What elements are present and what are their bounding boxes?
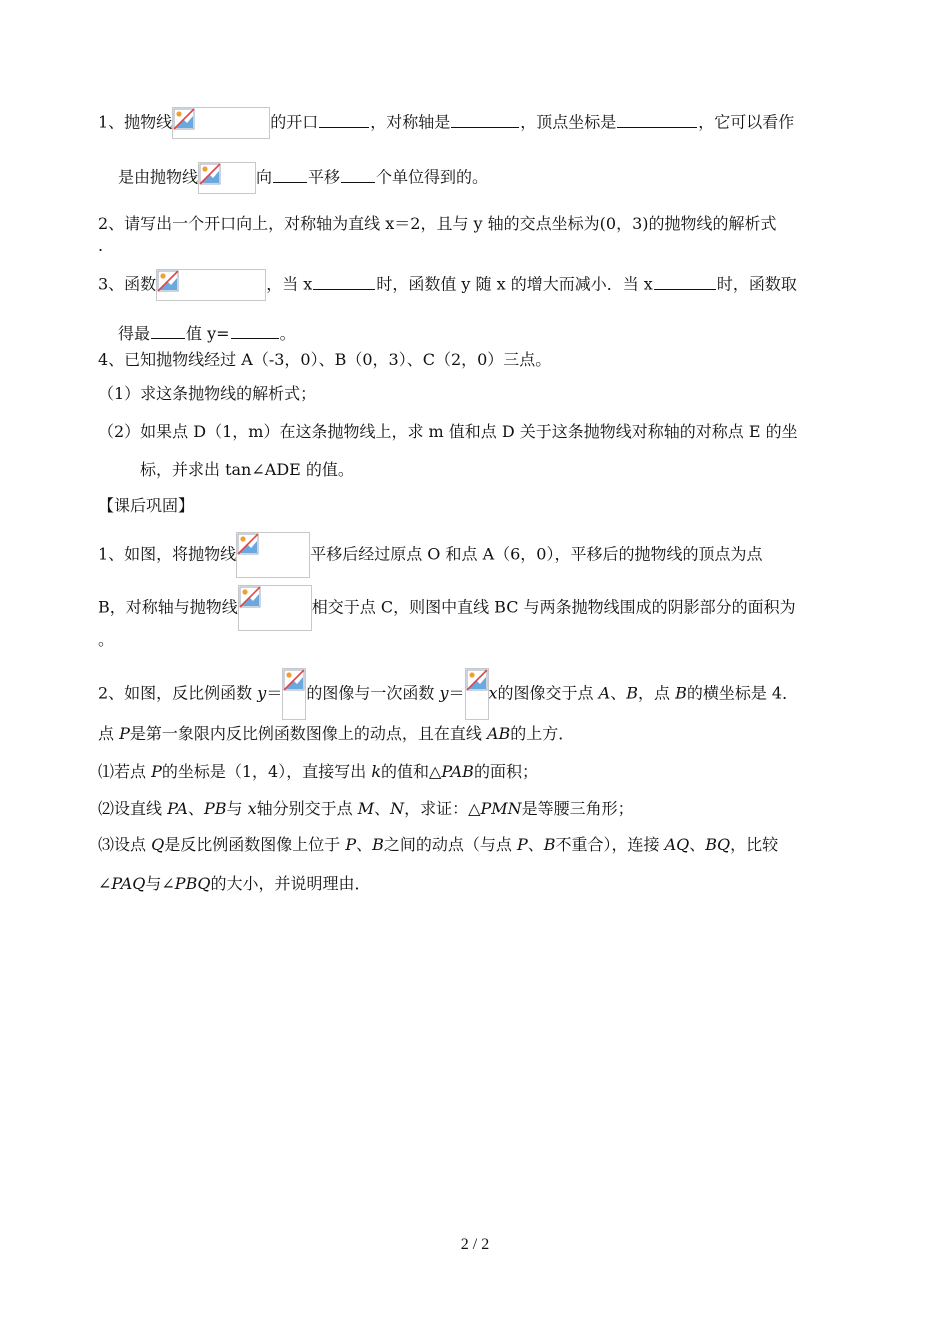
q3-text: 时，函数值 y 随 x 的增大而减小．当 x [376, 274, 653, 294]
answer-blank[interactable] [654, 273, 716, 290]
q3-text: 。 [279, 324, 296, 343]
formula-image [198, 162, 256, 194]
h1-line2 [98, 585, 796, 631]
q4-part2-line2: 标，并求出 tan∠ADE 的值。 [140, 460, 354, 479]
page-number: 2 / 2 [460, 1236, 490, 1253]
answer-blank[interactable] [273, 166, 307, 183]
answer-blank[interactable] [319, 111, 369, 128]
h2-sub1: ⑴若点 P的坐标是（1，4），直接写出 k的值和△PAB的面积； [98, 762, 538, 781]
q2-end: . [98, 236, 104, 255]
formula-image [156, 269, 266, 301]
q2-text: 2、请写出一个开口向上，对称轴为直线 x＝2，且与 y 轴的交点坐标为(0，3)的抛物线的解析式 [98, 214, 777, 233]
q3-line2 [118, 322, 296, 346]
h1-text: 相交于点 C，则图中直线 BC 与两条抛物线围成的阴影部分的面积为 [311, 597, 796, 617]
q1-text: 1、抛物线 [98, 112, 173, 132]
h1-text: B，对称轴与抛物线 [98, 597, 238, 617]
fraction-image [465, 668, 489, 720]
q2-line [98, 212, 777, 236]
broken-image-icon [466, 669, 488, 691]
q3-text: 3、函数 [98, 274, 157, 294]
q4-part1: （1）求这条抛物线的解析式； [98, 384, 317, 403]
h2-sub3-line2: ∠PAQ与∠PBQ的大小，并说明理由． [98, 874, 371, 893]
answer-blank[interactable] [151, 322, 185, 339]
q4-part2-line1: （2）如果点 D（1，m）在这条抛物线上，求 m 值和点 D 关于这条抛物线对称轴的对称点 E 的坐 [98, 422, 798, 441]
q1-text: ，顶点坐标是 [520, 112, 617, 132]
h2-line2: 点 P是第一象限内反比例函数图像上的动点，且在直线 AB的上方． [98, 724, 575, 743]
formula-image [238, 585, 312, 631]
h2-sub3-line1: ⑶设点 Q是反比例函数图像上位于 P、B之间的动点（与点 P、B不重合），连接 AQ、BQ，比较 [98, 835, 779, 854]
q1-text: 向 [256, 167, 273, 187]
fraction-image [282, 668, 306, 720]
q1-text: ，它可以看作 [698, 112, 795, 132]
q1-text: 的开口 [270, 112, 319, 132]
q1-text: ，对称轴是 [370, 112, 451, 132]
h1-end: 。 [98, 630, 115, 649]
q3-text: 值 y= [186, 324, 230, 343]
h2-sub2: ⑵设直线 PA、PB与 x轴分别交于点 M、N，求证：△PMN是等腰三角形； [98, 799, 634, 818]
q1-text: 是由抛物线 [118, 167, 199, 187]
formula-image [236, 532, 310, 578]
q3-text: 得最 [118, 324, 151, 343]
q1-text: 平移 [308, 167, 341, 187]
q1-text: 个单位得到的。 [376, 167, 489, 187]
h1-line1 [98, 532, 762, 578]
broken-image-icon [173, 108, 195, 130]
h1-text: 1、如图，将抛物线 [98, 544, 237, 564]
answer-blank[interactable] [451, 111, 519, 128]
q1-line2 [118, 162, 488, 194]
broken-image-icon [239, 586, 261, 608]
q3-text: ，当 x [266, 274, 313, 294]
q1-line1 [98, 107, 794, 139]
section-heading: 【课后巩固】 [98, 496, 195, 515]
answer-blank[interactable] [313, 273, 375, 290]
broken-image-icon [283, 669, 305, 691]
formula-image [172, 107, 270, 139]
answer-blank[interactable] [341, 166, 375, 183]
broken-image-icon [157, 270, 179, 292]
answer-blank[interactable] [617, 111, 697, 128]
q4-stem: 4、已知抛物线经过 A（-3，0）、B（0，3）、C（2，0）三点。 [98, 350, 552, 369]
broken-image-icon [199, 163, 221, 185]
answer-blank[interactable] [231, 322, 279, 339]
h2-line1: 2、如图，反比例函数 y＝ 的图像与一次函数 y＝ x的图像交于点 A、B，点 B的横坐标是 4． [98, 668, 798, 720]
q3-line1 [98, 269, 797, 301]
h1-text: 平移后经过原点 O 和点 A（6，0），平移后的抛物线的顶点为点 [310, 544, 763, 564]
q3-text: 时，函数取 [716, 274, 797, 294]
broken-image-icon [237, 533, 259, 555]
